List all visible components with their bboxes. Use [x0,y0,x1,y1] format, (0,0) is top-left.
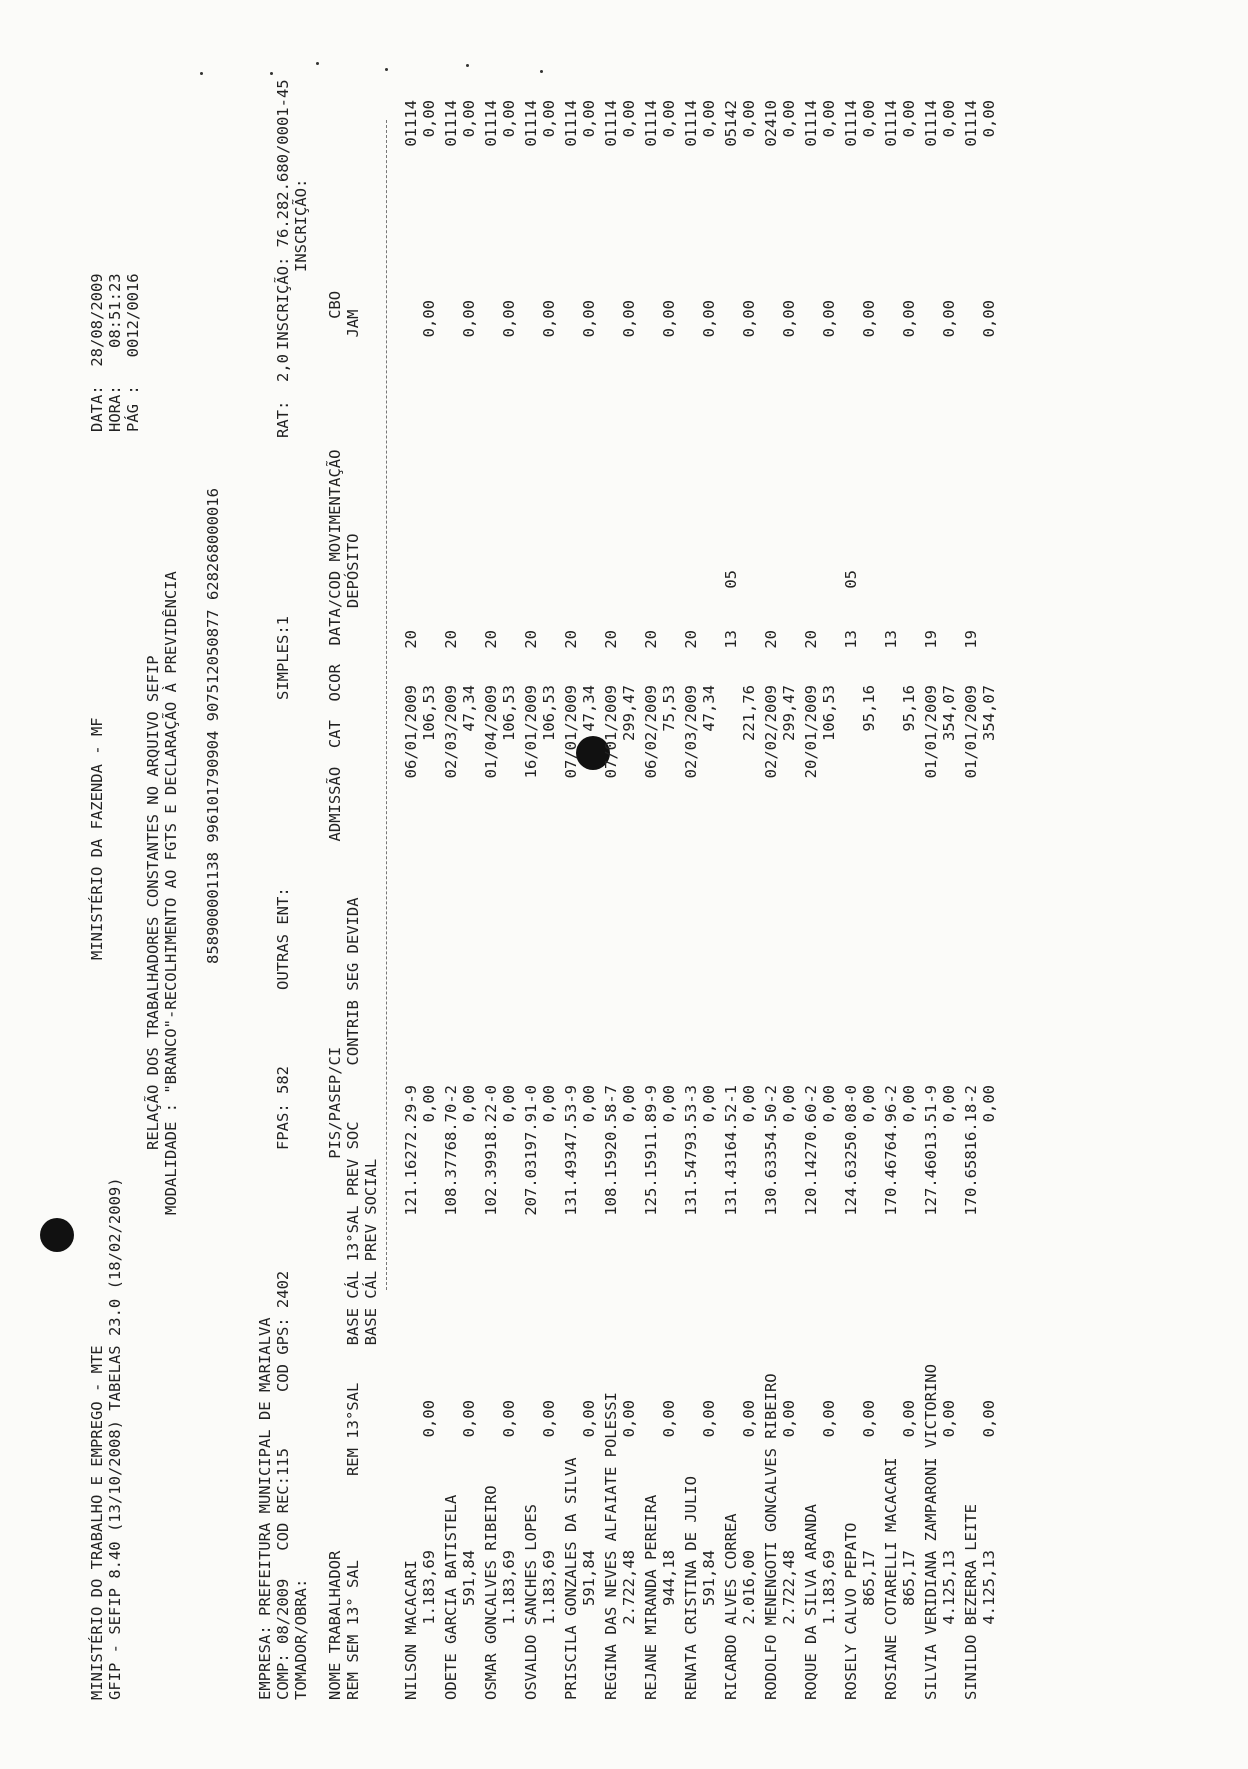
cell-rem: 4.125,13 [980,1550,998,1625]
table-row [642,90,682,1700]
cell-cbo: 01114 [962,100,980,147]
cell-base13: 0,00 [900,1085,918,1123]
cell-adm: 02/03/2009 [682,685,700,779]
cell-adm: 01/04/2009 [482,685,500,779]
cell-rem: 865,17 [900,1550,918,1606]
cell-cbo: 01114 [522,100,540,147]
cell-jam: 0,00 [460,100,478,138]
ministry-finance: MINISTÉRIO DA FAZENDA - MF [88,717,106,960]
cell-rem: 1.183,69 [820,1550,838,1625]
cell-rem: 944,18 [660,1550,678,1606]
table-row [802,90,842,1700]
cell-contrib: 299,47 [780,685,798,741]
cell-contrib: 106,53 [820,685,838,741]
time-label: HORA: 08:51:23 [106,273,124,432]
company-rat: RAT: 2,0 [274,354,292,438]
cell-deposito: 0,00 [420,300,438,338]
cell-cbo: 01114 [882,100,900,147]
cell-pis: 207.03197.91-0 [522,1085,540,1216]
company-other: OUTRAS ENT: [274,887,292,990]
cell-contrib: 47,34 [580,685,598,732]
cell-contrib: 354,07 [940,685,958,741]
cell-cat: 13 [722,630,740,649]
cell-adm: 06/01/2009 [402,685,420,779]
cell-base13: 0,00 [580,1085,598,1123]
cell-jam: 0,00 [780,100,798,138]
cell-cbo: 01114 [562,100,580,147]
table-row [922,90,962,1700]
barcode-numbers: 85890000113​8 99610179090​4 90751205087​7 62826800001​6 [204,488,222,964]
table-row [882,90,922,1700]
cell-cat: 20 [562,630,580,649]
cell-base13: 0,00 [860,1085,878,1123]
cell-name: OSVALDO SANCHES LOPES [522,1504,540,1700]
cell-rem: 2.722,48 [620,1550,638,1625]
cell-rem: 591,84 [580,1550,598,1606]
cell-contrib: 106,53 [420,685,438,741]
cell-rem: 1.183,69 [500,1550,518,1625]
cell-deposito: 0,00 [740,300,758,338]
cell-adm: 01/01/2009 [922,685,940,779]
program-version: GFIP - SEFIP 8.40 (13/10/2008) TABELAS 23.0 (18/02/2009) [106,1177,124,1700]
cell-rem13: 0,00 [780,1400,798,1438]
cell-base13: 0,00 [700,1085,718,1123]
company-tomador: TOMADOR/OBRA: [292,1578,310,1700]
cell-pis: 108.15920.58-7 [602,1085,620,1216]
company-fpas: FPAS: 582 [274,1066,292,1150]
cell-rem: 591,84 [700,1550,718,1606]
cell-deposito: 0,00 [540,300,558,338]
cell-cbo: 05142 [722,100,740,147]
cell-pis: 125.15911.89-9 [642,1085,660,1216]
cell-contrib: 47,34 [700,685,718,732]
cell-pis: 108.37768.70-2 [442,1085,460,1216]
cell-pis: 130.63354.50-2 [762,1085,780,1216]
cell-deposito: 0,00 [860,300,878,338]
cell-deposito: 0,00 [980,300,998,338]
cell-contrib: 75,53 [660,685,678,732]
cell-pis: 131.43164.52-1 [722,1085,740,1216]
cell-adm: 07/01/2009 [562,685,580,779]
cell-jam: 0,00 [900,100,918,138]
table-row [722,90,762,1700]
scan-speck [385,68,388,71]
table-row [682,90,722,1700]
cell-adm: 20/01/2009 [802,685,820,779]
cell-contrib: 354,07 [980,685,998,741]
cell-rem13: 0,00 [420,1400,438,1438]
company-name: EMPRESA: PREFEITURA MUNICIPAL DE MARIALVA [256,1317,274,1700]
cell-rem13: 0,00 [980,1400,998,1438]
cell-cat: 19 [922,630,940,649]
cell-rem: 2.722,48 [780,1550,798,1625]
cell-pis: 121.16272.29-9 [402,1085,420,1216]
cell-jam: 0,00 [620,100,638,138]
cell-pis: 170.65816.18-2 [962,1085,980,1216]
col-header-line1: NOME TRABALHADOR PIS/PASEP/CI ADMISSÃO CAT OCOR DATA/COD MOVIMENTAÇÃO CBO [326,290,344,1700]
scan-speck [466,64,469,67]
report-title: RELAÇÃO DOS TRABALHADORES CONSTANTES NO ARQUIVO SEFIP [144,655,162,1150]
cell-name: REJANE MIRANDA PEREIRA [642,1494,660,1700]
cell-deposito: 0,00 [780,300,798,338]
cell-rem13: 0,00 [940,1400,958,1438]
cell-adm: 07/01/2009 [602,685,620,779]
cell-jam: 0,00 [420,100,438,138]
cell-pis: 127.46013.51-9 [922,1085,940,1216]
cell-contrib: 106,53 [540,685,558,741]
ministry-labor: MINISTÉRIO DO TRABALHO E EMPREGO - MTE [88,1345,106,1700]
cell-deposito: 0,00 [660,300,678,338]
col-header-line2: REM SEM 13° SAL REM 13°SAL BASE CÁL 13°SAL PREV SOC CONTRIB SEG DEVIDA DEPÓSITO JAM [344,309,362,1700]
scan-speck [270,72,273,75]
scan-speck [540,70,543,73]
cell-name: PRISCILA GONZALES DA SILVA [562,1457,580,1700]
cell-jam: 0,00 [740,100,758,138]
cell-deposito: 0,00 [820,300,838,338]
company-inscricao: INSCRIÇÃO: 76.282.680/0001-45 [274,79,292,350]
cell-pis: 102.39918.22-0 [482,1085,500,1216]
cell-jam: 0,00 [660,100,678,138]
cell-base13: 0,00 [780,1085,798,1123]
cell-jam: 0,00 [700,100,718,138]
company-simples: SIMPLES:1 [274,616,292,700]
cell-cat: 13 [842,630,860,649]
table-row [442,90,482,1700]
cell-cbo: 01114 [842,100,860,147]
table-row [522,90,562,1700]
cell-deposito: 0,00 [620,300,638,338]
cell-cbo: 01114 [602,100,620,147]
cell-contrib: 221,76 [740,685,758,741]
cell-base13: 0,00 [980,1085,998,1123]
cell-cbo: 01114 [802,100,820,147]
cell-name: RICARDO ALVES CORREA [722,1513,740,1700]
cell-deposito: 0,00 [700,300,718,338]
table-row [762,90,802,1700]
cell-rem13: 0,00 [660,1400,678,1438]
cell-rem: 2.016,00 [740,1550,758,1625]
cell-cat: 19 [962,630,980,649]
cell-adm: 01/01/2009 [962,685,980,779]
cell-cat: 20 [802,630,820,649]
cell-cat: 13 [882,630,900,649]
table-row [482,90,522,1700]
header-divider [386,120,387,1290]
cell-base13: 0,00 [820,1085,838,1123]
cell-cbo: 01114 [682,100,700,147]
cell-contrib: 95,16 [860,685,878,732]
cell-base13: 0,00 [460,1085,478,1123]
cell-rem: 591,84 [460,1550,478,1606]
cell-name: REGINA DAS NEVES ALFAIATE POLESSI [602,1392,620,1700]
cell-base13: 0,00 [540,1085,558,1123]
cell-cbo: 02410 [762,100,780,147]
cell-name: ROQUE DA SILVA ARANDA [802,1504,820,1700]
cell-jam: 0,00 [860,100,878,138]
table-row [842,90,882,1700]
cell-name: ROSIANE COTARELLI MACACARI [882,1457,900,1700]
cell-rem13: 0,00 [900,1400,918,1438]
cell-rem13: 0,00 [500,1400,518,1438]
cell-deposito: 0,00 [460,300,478,338]
table-row [962,90,1002,1700]
cell-pis: 120.14270.60-2 [802,1085,820,1216]
cell-cbo: 01114 [642,100,660,147]
cell-jam: 0,00 [580,100,598,138]
cell-name: NILSON MACACARI [402,1560,420,1700]
date-label: DATA: 28/08/2009 [88,273,106,432]
cell-base13: 0,00 [420,1085,438,1123]
cell-deposito: 0,00 [900,300,918,338]
cell-jam: 0,00 [820,100,838,138]
cell-rem: 1.183,69 [420,1550,438,1625]
cell-pis: 131.54793.53-3 [682,1085,700,1216]
cell-rem13: 0,00 [620,1400,638,1438]
cell-cat: 20 [522,630,540,649]
cell-adm: 02/03/2009 [442,685,460,779]
cell-deposito: 0,00 [500,300,518,338]
cell-base13: 0,00 [940,1085,958,1123]
cell-name: RENATA CRISTINA DE JULIO [682,1476,700,1700]
cell-adm: 16/01/2009 [522,685,540,779]
cell-pis: 131.49347.53-9 [562,1085,580,1216]
company-comp: COMP: 08/2009 COD REC:115 COD GPS: 2402 [274,1270,292,1700]
cell-rem13: 0,00 [700,1400,718,1438]
cell-base13: 0,00 [620,1085,638,1123]
table-row [562,90,602,1700]
cell-jam: 0,00 [540,100,558,138]
cell-pis: 124.63250.08-0 [842,1085,860,1216]
cell-deposito: 0,00 [580,300,598,338]
cell-deposito: 0,00 [940,300,958,338]
cell-cbo: 01114 [402,100,420,147]
cell-cat: 20 [682,630,700,649]
scan-speck [200,72,203,75]
cell-cat: 20 [402,630,420,649]
cell-contrib: 95,16 [900,685,918,732]
cell-contrib: 47,34 [460,685,478,732]
cell-rem13: 0,00 [540,1400,558,1438]
cell-jam: 0,00 [980,100,998,138]
cell-contrib: 299,47 [620,685,638,741]
col-header-line3: BASE CÁL PREV SOCIAL [362,1158,380,1700]
report-sheet [60,79,1110,1700]
cell-rem13: 0,00 [460,1400,478,1438]
company-inscricao2: INSCRIÇÃO: [292,178,310,272]
cell-base13: 0,00 [660,1085,678,1123]
cell-cbo: 01114 [442,100,460,147]
cell-cat: 20 [602,630,620,649]
cell-jam: 0,00 [940,100,958,138]
cell-name: SILVIA VERIDIANA ZAMPARONI VICTORINO [922,1364,940,1700]
page-label: PÁG : 0012/0016 [124,273,142,432]
cell-adm: 06/02/2009 [642,685,660,779]
cell-cbo: 01114 [922,100,940,147]
cell-cat: 20 [482,630,500,649]
cell-base13: 0,00 [500,1085,518,1123]
cell-ocor: 05 [722,570,740,589]
cell-name: ROSELY CALVO PEPATO [842,1522,860,1700]
cell-ocor: 05 [842,570,860,589]
cell-name: RODOLFO MENENGOTI GONCALVES RIBEIRO [762,1373,780,1700]
cell-rem: 4.125,13 [940,1550,958,1625]
cell-rem13: 0,00 [820,1400,838,1438]
cell-jam: 0,00 [500,100,518,138]
cell-cat: 20 [442,630,460,649]
report-modality: MODALIDADE : "BRANCO"-RECOLHIMENTO AO FGTS E DECLARAÇÃO À PREVIDÊNCIA [162,571,180,1215]
cell-cat: 20 [762,630,780,649]
cell-rem: 865,17 [860,1550,878,1606]
cell-rem13: 0,00 [740,1400,758,1438]
table-row [402,90,442,1700]
cell-rem13: 0,00 [580,1400,598,1438]
cell-name: SINILDO BEZERRA LEITE [962,1504,980,1700]
cell-cbo: 01114 [482,100,500,147]
cell-pis: 170.46764.96-2 [882,1085,900,1216]
cell-adm: 02/02/2009 [762,685,780,779]
cell-base13: 0,00 [740,1085,758,1123]
cell-name: ODETE GARCIA BATISTELA [442,1494,460,1700]
scan-speck [316,62,319,65]
cell-rem: 1.183,69 [540,1550,558,1625]
table-row [602,90,642,1700]
cell-contrib: 106,53 [500,685,518,741]
cell-cat: 20 [642,630,660,649]
cell-name: OSMAR GONCALVES RIBEIRO [482,1485,500,1700]
cell-rem13: 0,00 [860,1400,878,1438]
